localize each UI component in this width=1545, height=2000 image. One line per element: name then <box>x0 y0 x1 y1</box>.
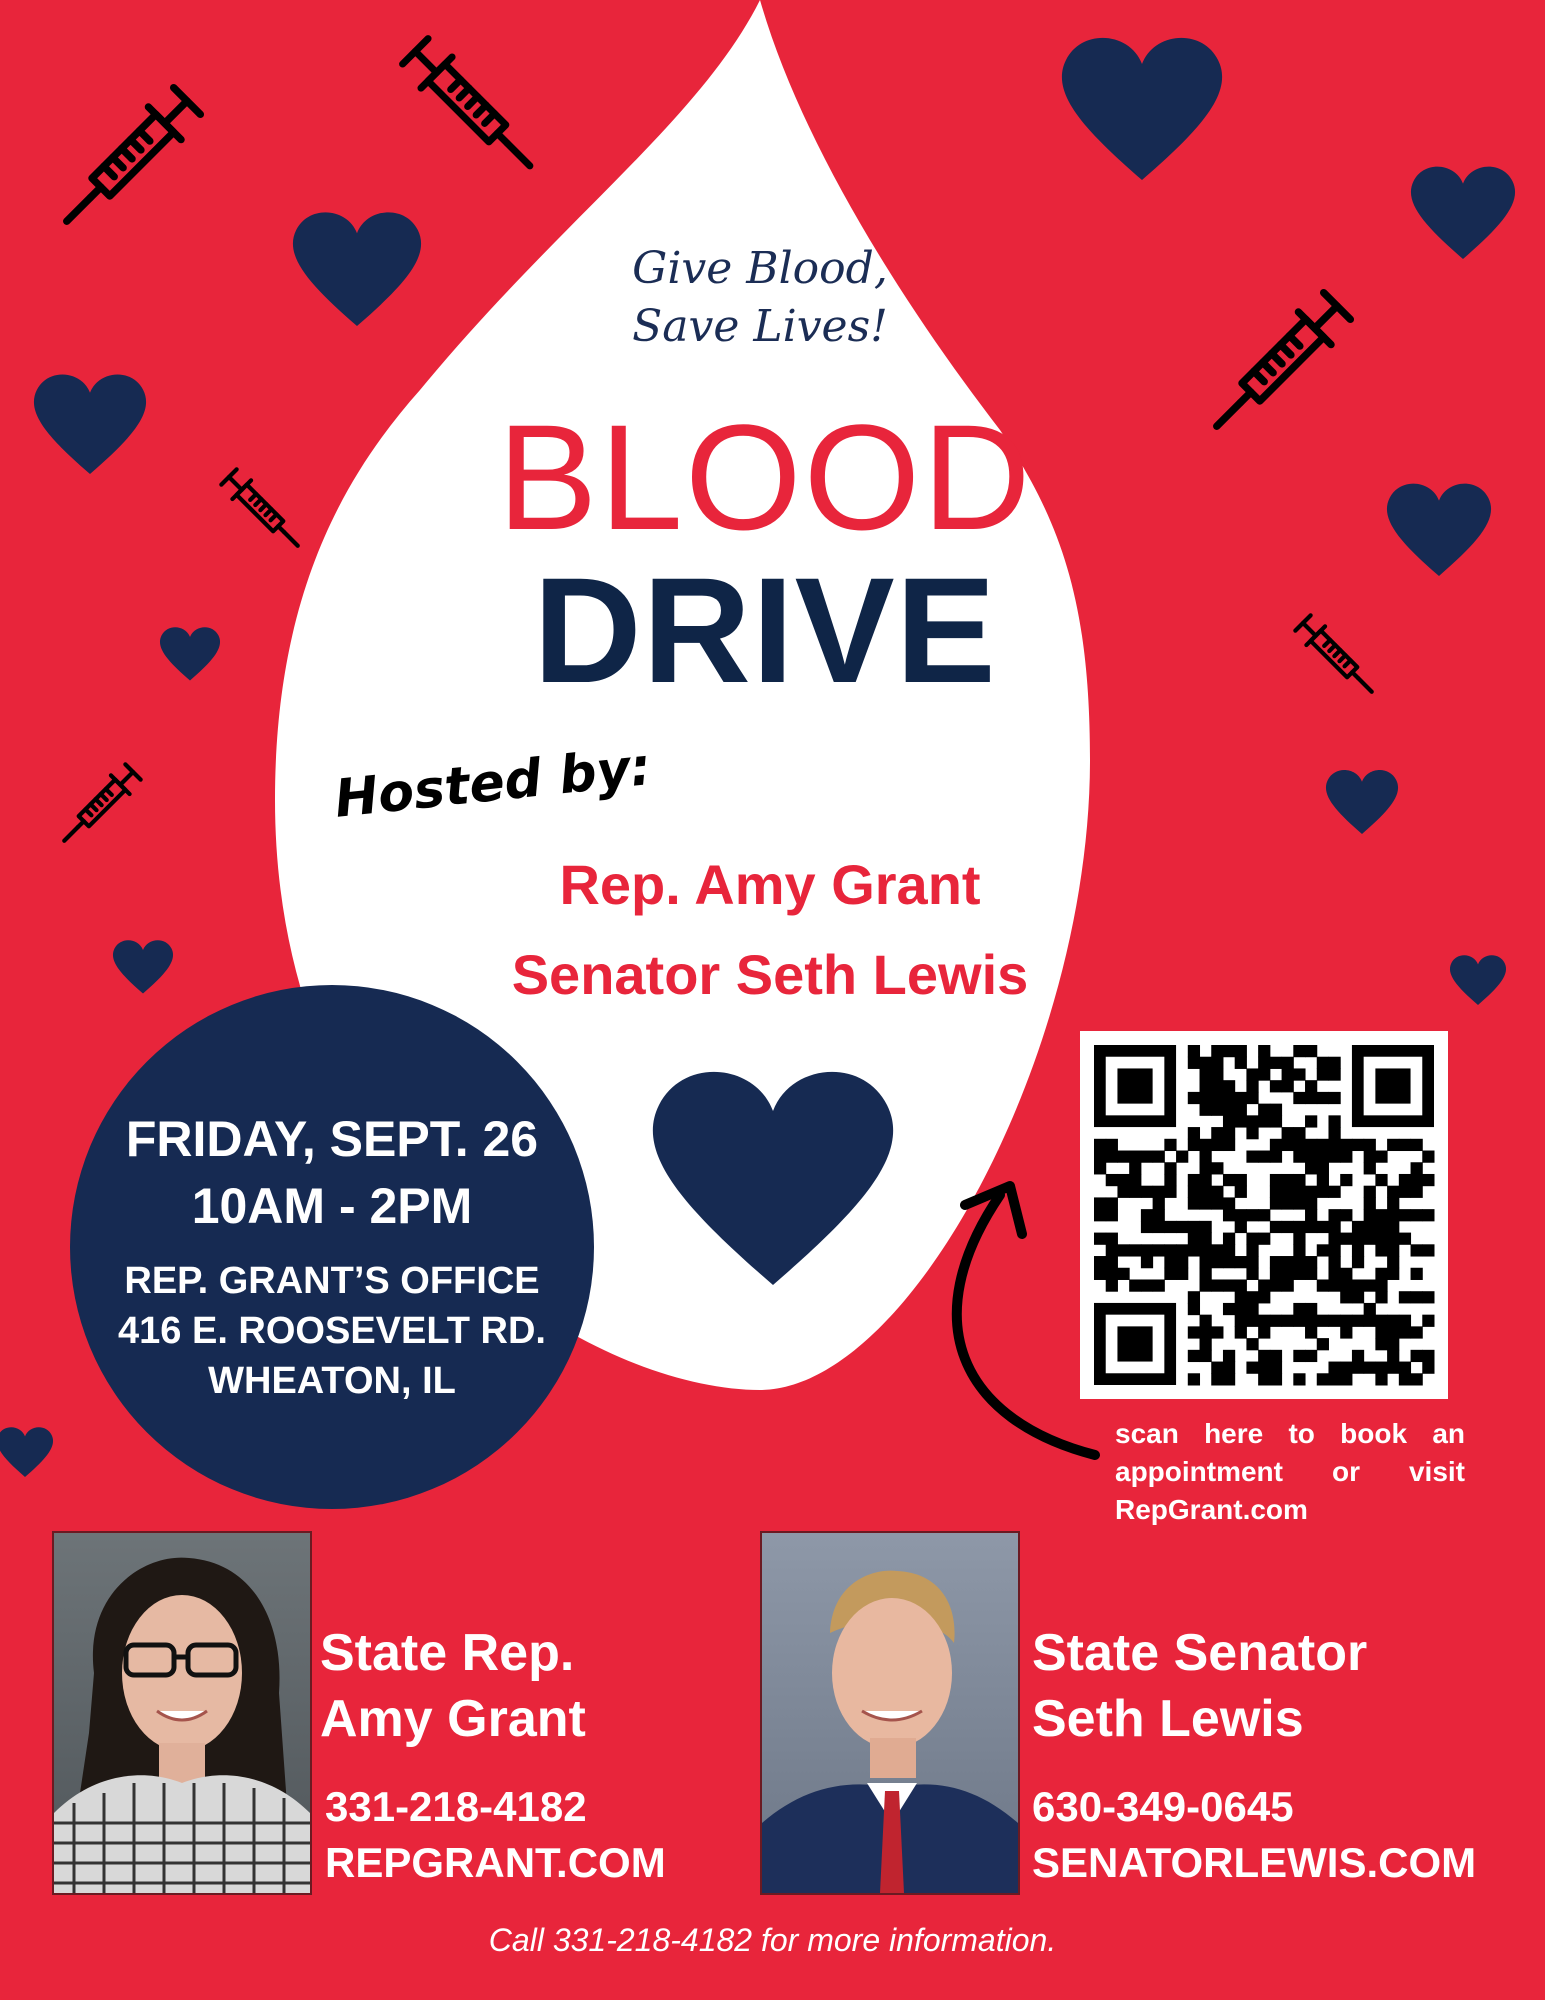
heart-icon <box>1387 484 1491 576</box>
event-city: WHEATON, IL <box>208 1360 456 1402</box>
tagline-line-1: Give Blood, <box>632 243 888 294</box>
tagline <box>560 240 960 356</box>
host-rep-amy-grant: Rep. Amy Grant <box>559 853 981 916</box>
qr-code-pattern <box>1080 1031 1448 1399</box>
heart-icon <box>293 212 421 326</box>
person-1-title: State Rep. <box>320 1624 575 1682</box>
heart-icon <box>160 627 220 680</box>
event-date: FRIDAY, SEPT. 26 <box>125 1111 539 1167</box>
person-1-website[interactable]: REPGRANT.COM <box>325 1839 666 1886</box>
footer-note: Call 331-218-4182 for more information. <box>488 1922 1057 1958</box>
syringe-icon <box>220 468 307 555</box>
event-time: 10AM - 2PM <box>191 1178 473 1234</box>
photo-seth-lewis <box>760 1531 1020 1895</box>
heart-icon <box>113 940 173 993</box>
syringe-icon <box>1294 614 1381 701</box>
hosted-by-label: Hosted by: <box>331 736 654 830</box>
photo-amy-grant <box>52 1531 312 1895</box>
host-senator-seth-lewis: Senator Seth Lewis <box>511 943 1029 1006</box>
heart-icon <box>1326 770 1398 834</box>
heart-icon <box>1450 955 1506 1005</box>
event-street: 416 E. ROOSEVELT RD. <box>118 1310 546 1352</box>
event-info-circle <box>70 985 594 1509</box>
heart-icon <box>0 1427 53 1477</box>
portrait-amy-grant <box>54 1533 310 1893</box>
title-drive: DRIVE <box>533 546 997 714</box>
tagline-line-2: Save Lives! <box>632 301 888 352</box>
person-2-name: Seth Lewis <box>1032 1690 1304 1748</box>
heart-icon <box>34 375 146 474</box>
heart-icon <box>1411 167 1515 259</box>
syringe-icon <box>50 85 203 238</box>
qr-caption: scan here to book an appointment or visit RepGrant.com <box>1115 1418 1465 1525</box>
title-blood: BLOOD <box>497 393 1033 561</box>
syringe-icon <box>400 36 546 182</box>
arrow-icon <box>957 1186 1095 1455</box>
person-1-name: Amy Grant <box>320 1690 586 1748</box>
syringe-icon <box>55 763 142 850</box>
syringe-icon <box>1200 290 1353 443</box>
portrait-seth-lewis <box>762 1533 1018 1893</box>
person-1-phone: 331-218-4182 <box>325 1783 587 1830</box>
qr-code[interactable] <box>1080 1031 1448 1399</box>
event-venue: REP. GRANT’S OFFICE <box>124 1260 540 1302</box>
person-2-title: State Senator <box>1032 1624 1368 1682</box>
person-2-phone: 630-349-0645 <box>1032 1783 1294 1830</box>
heart-icon <box>1062 38 1222 180</box>
person-2-website[interactable]: SENATORLEWIS.COM <box>1032 1839 1477 1886</box>
